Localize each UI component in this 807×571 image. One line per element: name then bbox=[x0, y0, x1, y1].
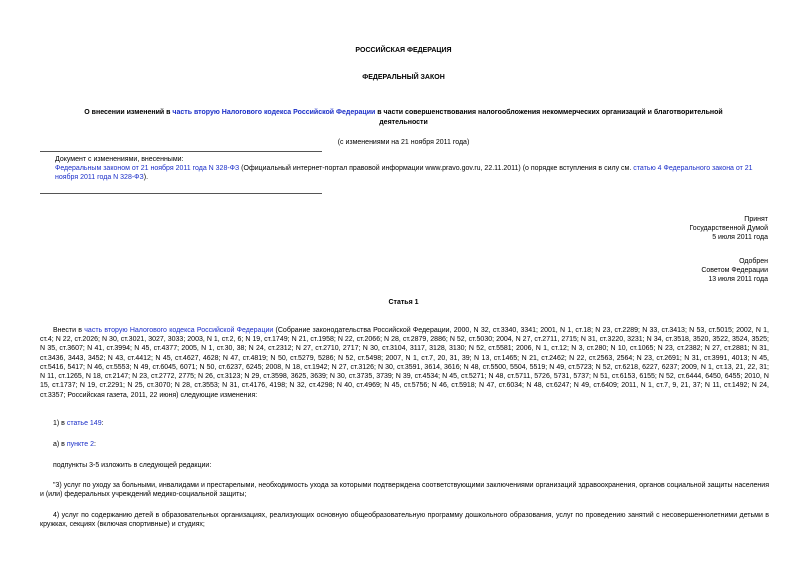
changes-divider-bottom bbox=[40, 193, 322, 194]
duma-adopted-label: Принят bbox=[744, 216, 768, 223]
law-title bbox=[60, 108, 747, 127]
quote-subpoint-3: "3) услуг по уходу за больными, инвалидами и престарелыми, необходимость ухода за которыми подтверждена соответствующими заключениями организаций здравоохранения, органов социальной защиты населения и (или) федеральных учреждений медико-социальной защиты; bbox=[40, 482, 769, 499]
article-intro bbox=[40, 326, 769, 400]
changes-entry-end: ). bbox=[143, 174, 149, 182]
duma-date: 5 июля 2011 года bbox=[712, 234, 768, 242]
quote-subpoint-4: 4) услуг по содержанию детей в образовательных организациях, реализующих основную общеобразовательную программу дошкольного образования, услуг по проведению занятий с несовершеннолетними детьми в кружках, секциях (включая спортивные) и студиях; bbox=[40, 512, 769, 529]
article-intro-body: (Собрание законодательства Российской Федерации, 2000, N 32, ст.3340, 3341; 2001, N 1, ст.18; N 23, ст.2289; N 33, ст.3413; N 53, ст.5015; 2002, N 1, ст.4; N 22, ст.2026; N 30, ст.3021, 3027, 3033; 2003, N 1, ст.2, 6; N 19, ст.1749; N 21, ст.1958; N 22, ст.2066; N 28, ст.2879, 2886; N 52, ст.5030; 2004, N 27, ст.2711, 2715; N 31, ст.3220, 3231; N 34, ст.3518, 3520, 3522, 3524, 3525; N 35, ст.3607; N 41, ст.3994; N 45, ст.4377; 2005, N 1, ст.30, 38; N 24, ст.2312; N 27, ст.2710, 2717; N 30, ст.3104, 3117, 3128, 3130; N 52, ст.5581; 2006, N 1, ст.12; N 3, ст.280; N 10, ст.1065; N 23, ст.2382; N 27, ст.2881; N 31, ст.3436, 3443, 3452; N 43, ст.4412; N 45, ст.4627, 4628; N 47, ст.4819; N 50, ст.5279, 5286; N 52, ст.5498; 2007, N 1, ст.7, 20, 31, 39; N 13, ст.1465; N 21, ст.2462; N 22, ст.2563, 2564; N 23, ст.2691; N 31, ст.3991, 4013; N 45, ст.5416, 5417; N 46, ст.5553; N 49, ст.6045, 6071; N 50, ст.6237, 6245; 2008, N 18, ст.1942; N 27, ст.3126; N 30, ст.3591, 3614, 3616; N 48, ст.5500, 5504, 5519; N 49, ст.5723; N 52, ст.6218, 6227, 6237; 2009, N 1, ст.13, 21, 22, 31; N 11, ст.1265, N 18, ст.2147; N 23, ст.2772, 2775; N 26, ст.3123; N 29, ст.3598, 3625, 3639; N 30, ст.3735, 3739; N 39, ст.4534; N 45, ст.5271; N 48, ст.5711, 5726, 5731, 5737; N 51, ст.6153, 6155; N 52, ст.6444, 6450, 6455; 2010, N 15, ст.1737; N 19, ст.2291; N 25, ст.3070; N 28, ст.3553; N 31, ст.4176, 4198; N 32, ст.4298; N 40, ст.4969; N 45, ст.5756; N 46, ст.5918; N 47, ст.6034; N 48, ст.6247; N 49, ст.6409; 2011, N 1, ст.7, 9, 21, 37; N 11, ст.1492; N 24, ст.3357; Российская газета, 2011, 22 июня) следующие изменения: bbox=[40, 327, 770, 399]
council-date: 13 июля 2011 года bbox=[708, 276, 768, 284]
item-a-prefix: а) в bbox=[53, 441, 67, 448]
duma-name: Государственной Думой bbox=[689, 225, 768, 233]
changes-entry bbox=[55, 164, 768, 182]
item-a-suffix: : bbox=[94, 441, 96, 448]
item-1-suffix: : bbox=[101, 420, 104, 427]
law-type-heading: ФЕДЕРАЛЬНЫЙ ЗАКОН bbox=[362, 74, 445, 81]
duma-adoption bbox=[560, 215, 768, 243]
point-2-link[interactable]: пункте 2 bbox=[66, 441, 94, 448]
item-a bbox=[40, 440, 769, 449]
country-heading: РОССИЙСКАЯ ФЕДЕРАЦИЯ bbox=[355, 47, 452, 54]
council-approval bbox=[560, 257, 768, 285]
council-approved-label: Одобрен bbox=[739, 258, 768, 265]
item-1-prefix: 1) в bbox=[53, 420, 67, 427]
tax-code-link[interactable]: часть вторую Налогового кодекса Российской Федерации bbox=[172, 109, 376, 116]
changes-entry-text: (Официальный интернет-портал правовой информации www.pravo.gov.ru, 22.11.2011) (о порядке вступления в силу см. bbox=[239, 165, 634, 173]
council-name: Советом Федерации bbox=[701, 267, 768, 275]
amending-law-link[interactable]: Федеральным законом от 21 ноября 2011 года N 328-ФЗ bbox=[55, 165, 240, 173]
law-title-suffix: в части совершенствования налогообложения некоммерческих организаций и благотворительной деятельности bbox=[375, 109, 723, 126]
item-1 bbox=[40, 419, 769, 428]
edition-note: (с изменениями на 21 ноября 2011 года) bbox=[337, 139, 470, 146]
article4-link[interactable]: статью 4 Федерального закона от 21 ноября 2011 года N 328-ФЗ bbox=[55, 165, 753, 182]
item-subpoints: подпункты 3-5 изложить в следующей редакции: bbox=[53, 462, 212, 469]
law-title-prefix: О внесении изменений в bbox=[84, 109, 173, 116]
changes-box bbox=[55, 155, 768, 183]
article-149-link[interactable]: статье 149 bbox=[66, 420, 102, 427]
article-intro-prefix: Внести в bbox=[53, 327, 85, 334]
tax-code-part2-link[interactable]: часть вторую Налогового кодекса Российской Федерации bbox=[84, 327, 274, 334]
article-heading: Статья 1 bbox=[388, 299, 419, 306]
changes-label: Документ с изменениями, внесенными: bbox=[55, 156, 184, 163]
changes-divider-top bbox=[40, 151, 322, 152]
